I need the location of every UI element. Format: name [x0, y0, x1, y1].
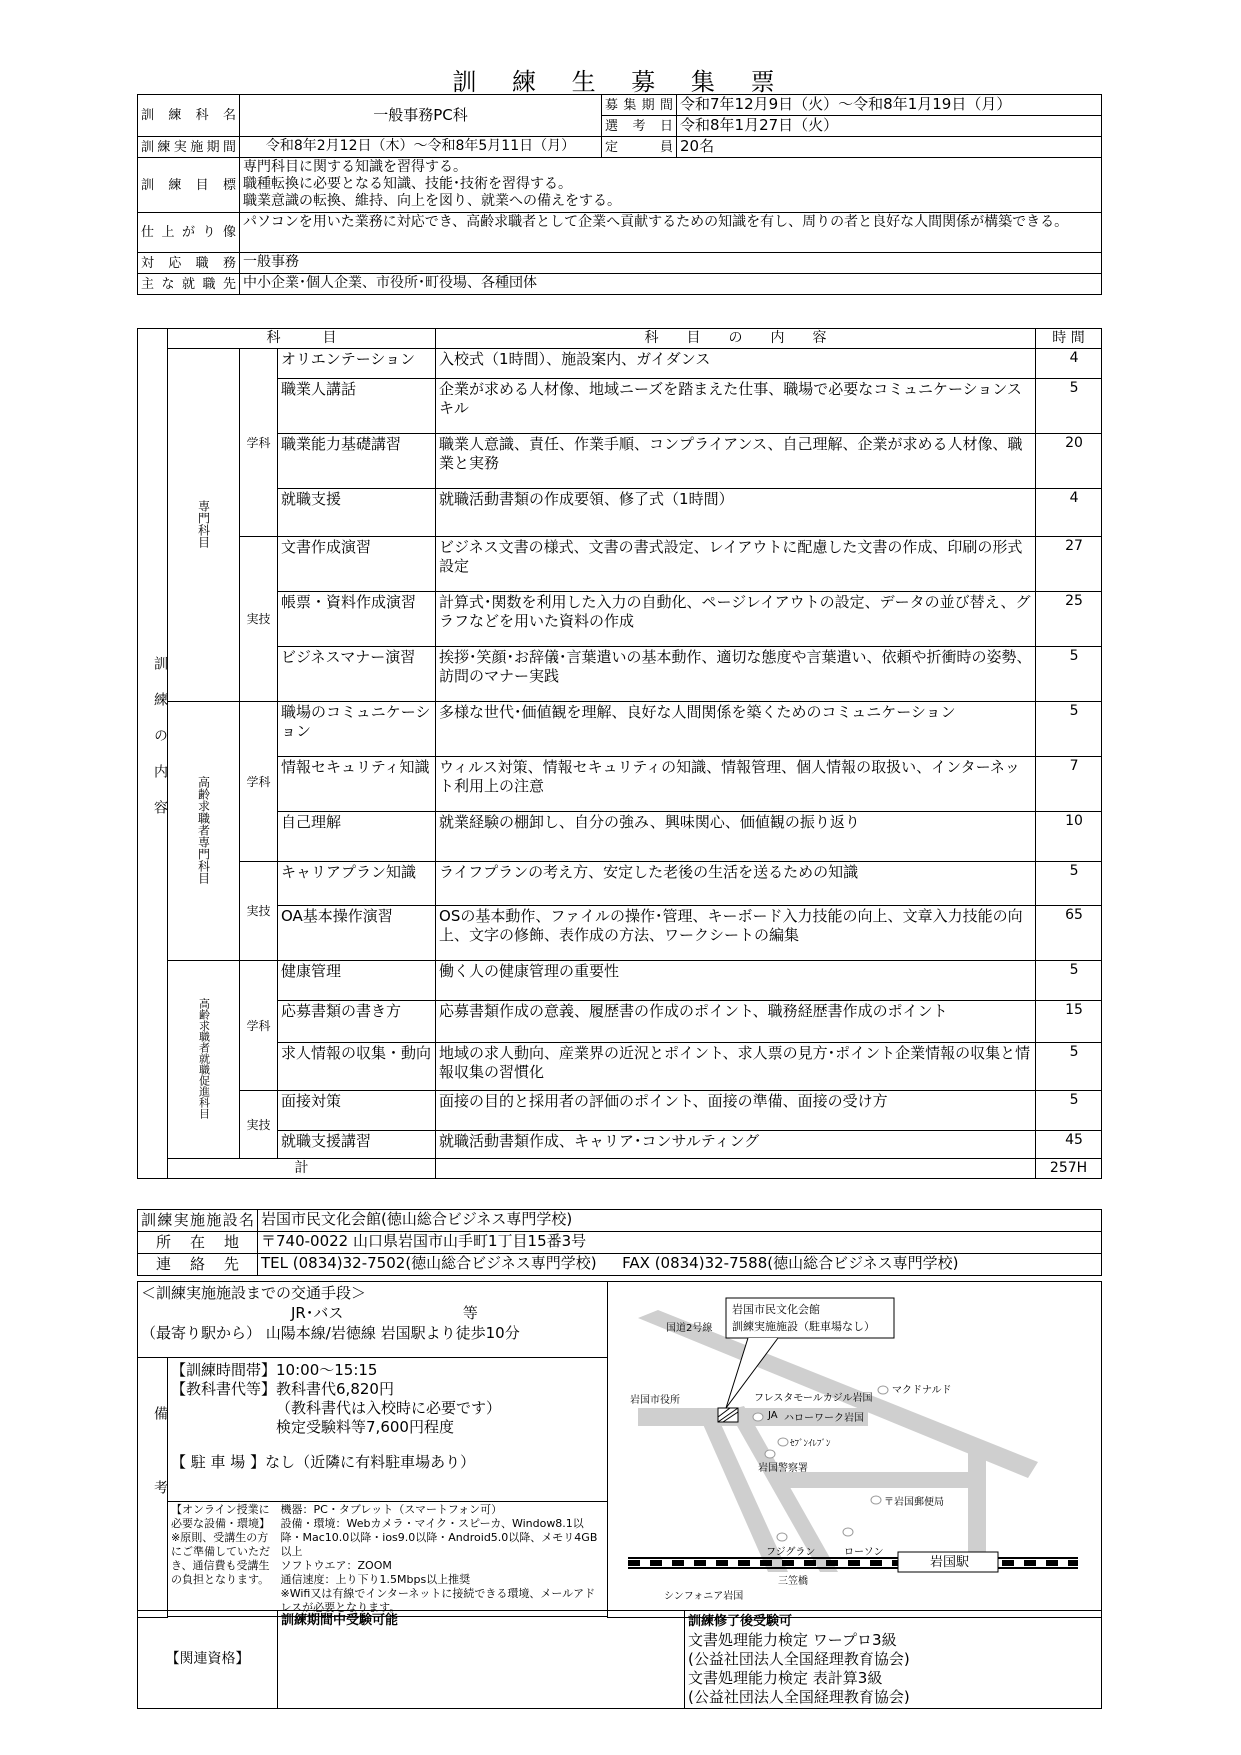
recruit-value: 令和7年12月9日（火）～令和8年1月19日（月）: [677, 95, 1102, 116]
hours: 4: [1036, 349, 1102, 379]
access-from: （最寄り駅から）: [141, 1324, 262, 1342]
goal-line: 職種転換に必要となる知識、技能･技術を習得する。: [243, 176, 572, 192]
total-label: 計: [168, 1159, 436, 1179]
facility-table: [137, 1209, 1102, 1276]
content: 入校式（1時間）、施設案内、ガイダンス: [436, 349, 1036, 379]
content: 働く人の健康管理の重要性: [436, 961, 1036, 1001]
hours: 5: [1036, 379, 1102, 434]
address-value: 〒740-0022 山口県岩国市山手町1丁目15番3号: [258, 1232, 1102, 1254]
period-value: 令和8年2月12日（木）～令和8年5月11日（月）: [240, 137, 602, 158]
goal-value: [240, 158, 1102, 213]
subject: 面接対策: [278, 1091, 436, 1131]
tel-value: TEL (0834)32-7502(徳山総合ビジネス専門学校): [261, 1254, 597, 1272]
recruit-label: 募集期間: [602, 95, 677, 116]
online-line: 設備・環境：Webカメラ・マイク・スピーカ、Window8.1以降・Mac10.0以降・ios9.0以降・Android5.0以降、メモリ4GB以上: [280, 1517, 598, 1558]
content: ビジネス文書の様式、文書の書式設定、レイアウトに配慮した文書の作成、印刷の形式設定: [436, 537, 1036, 592]
content: 職業人意識、責任、作業手順、コンプライアンス、自己理解、企業が求める人材像、職業と実務: [436, 434, 1036, 489]
hours: 45: [1036, 1131, 1102, 1159]
hours: 20: [1036, 434, 1102, 489]
online-line: ソフトウエア：ZOOM: [280, 1559, 392, 1572]
map-symphonia: シンフォニア岩国: [664, 1591, 744, 1602]
total-blank: [436, 1159, 1036, 1179]
subject: 情報セキュリティ知識: [278, 757, 436, 812]
col-hours: 時 間: [1036, 329, 1102, 349]
job-label: 対 応 職 務: [138, 253, 240, 274]
subject: オリエンテーション: [278, 349, 436, 379]
qual-after-line: (公益社団法人全国経理教育協会): [688, 1688, 910, 1706]
access-etc: 等: [462, 1304, 478, 1322]
content: 挨拶･笑顔･お辞儀･言葉遣いの基本動作、適切な態度や言葉遣い、依頼や折衝時の姿勢、訪問のマナー実践: [436, 647, 1036, 702]
notes-side-label: 備考: [138, 1358, 168, 1618]
hours: 10: [1036, 812, 1102, 862]
map-callout-1: 岩国市民文化会館: [732, 1303, 821, 1316]
subject: ビジネスマナー演習: [278, 647, 436, 702]
content: 就職活動書類作成、キャリア･コンサルティング: [436, 1131, 1036, 1159]
content: ウィルス対策、情報セキュリティの知識、情報管理、個人情報の取扱い、インターネット利用上の注意: [436, 757, 1036, 812]
subject: 職場のコミュニケーション: [278, 702, 436, 757]
content: 応募書類作成の意義、履歴書の作成のポイント、職務経歴書作成のポイント: [436, 1001, 1036, 1043]
access-mode: JR･バス: [291, 1304, 344, 1322]
subject: 就職支援: [278, 489, 436, 537]
type-label: 学科: [240, 961, 278, 1091]
qual-after-line: 文書処理能力検定 表計算3級: [688, 1669, 883, 1687]
subject: 文書作成演習: [278, 537, 436, 592]
hours: 25: [1036, 592, 1102, 647]
qual-after: [685, 1611, 1102, 1709]
online-line: ※Wifi又は有線でインターネットに接続できる環境、メールアドレスが必要となります。: [280, 1587, 596, 1614]
hours: 15: [1036, 1001, 1102, 1043]
finish-label: 仕 上 が り 像: [138, 213, 240, 253]
subject: 職業能力基礎講習: [278, 434, 436, 489]
map-callout-2: 訓練実施施設（駐車場なし）: [732, 1320, 876, 1333]
job-value: 一般事務: [240, 253, 1102, 274]
map-fresta: フレスタモールカジル岩国: [754, 1393, 873, 1404]
period-label: 訓練実施期間: [138, 137, 240, 158]
contact-label: 連 絡 先: [138, 1254, 258, 1276]
map-city-hall: 岩国市役所: [630, 1395, 681, 1406]
qual-after-label: 訓練修了後受験可: [688, 1614, 793, 1629]
map-fuji: フジグラン: [766, 1547, 816, 1558]
content: ライフプランの考え方、安定した老後の生活を送るための知識: [436, 862, 1036, 906]
subject: 健康管理: [278, 961, 436, 1001]
map-police: 岩国警察署: [758, 1463, 809, 1474]
map-post: 〒岩国郵便局: [884, 1497, 945, 1508]
facility-name-label: 訓練実施施設名: [138, 1210, 258, 1232]
col-content: 科 目 の 内 容: [436, 329, 1036, 349]
type-label: 実技: [240, 537, 278, 702]
online-line: 通信速度：上り下り1.5Mbps以上推奨: [280, 1573, 471, 1586]
books-line: （教科書代は入校時に必要です）: [276, 1399, 502, 1417]
total-value: 257H: [1036, 1159, 1102, 1179]
hours-label: 【訓練時間帯】: [171, 1361, 277, 1379]
course-label: 訓 練 科 名: [138, 95, 240, 137]
map-lawson: ローソン: [844, 1547, 884, 1558]
content: 企業が求める人材像、地域ニーズを踏まえた仕事、職場で必要なコミュニケーションスキル: [436, 379, 1036, 434]
qual-during: [278, 1611, 685, 1709]
address-label: 所 在 地: [138, 1232, 258, 1254]
subject: キャリアプラン知識: [278, 862, 436, 906]
subject: 求人情報の収集・動向: [278, 1043, 436, 1091]
access-heading: ＜訓練実施施設までの交通手段＞: [141, 1284, 367, 1302]
qual-label: 【関連資格】: [138, 1611, 278, 1709]
select-label: 選 考 日: [602, 116, 677, 137]
group-3-label: 高齢求職者就職促進科目: [168, 961, 240, 1159]
content: 地域の求人動向、産業界の近況とポイント、求人票の見方･ポイント企業情報の収集と情報収集の習慣化: [436, 1043, 1036, 1091]
qual-during-label: 訓練期間中受験可能: [281, 1613, 399, 1628]
qual-after-line: (公益社団法人全国経理教育協会): [688, 1650, 910, 1668]
training-content-label: 訓練の内容: [138, 329, 168, 1179]
fax-value: FAX (0834)32-7588(徳山総合ビジネス専門学校): [622, 1254, 959, 1272]
type-label: 実技: [240, 1091, 278, 1159]
hours: 65: [1036, 906, 1102, 961]
hours: 5: [1036, 1043, 1102, 1091]
select-value: 令和8年1月27日（火）: [677, 116, 1102, 137]
parking-value: なし（近隣に有料駐車場あり）: [265, 1453, 476, 1471]
hours: 27: [1036, 537, 1102, 592]
group-1-label: 専門科目: [168, 349, 240, 702]
type-label: 学科: [240, 349, 278, 537]
online-detail: [278, 1502, 608, 1617]
subject: 職業人講話: [278, 379, 436, 434]
books-label: 【教科書代等】: [171, 1380, 277, 1398]
page-title: 訓 練 生 募 集 票: [452, 68, 789, 96]
books-line: 検定受験料等7,600円程度: [276, 1418, 454, 1436]
content: 計算式･関数を利用した入力の自動化、ページレイアウトの設定、データの並び替え、グラフなどを用いた資料の作成: [436, 592, 1036, 647]
hours: 5: [1036, 702, 1102, 757]
content: 多様な世代･価値観を理解、良好な人間関係を築くためのコミュニケーション: [436, 702, 1036, 757]
subject: 自己理解: [278, 812, 436, 862]
hours: 5: [1036, 647, 1102, 702]
map-ja: JA: [768, 1410, 778, 1421]
map-mikasa: 三笠橋: [778, 1576, 809, 1587]
group-2-label: 高齢求職者専門科目: [168, 702, 240, 961]
hours: 5: [1036, 961, 1102, 1001]
goal-line: 職業意識の転換、維持、向上を図り、就業への備えをする。: [243, 193, 621, 209]
header-table: [137, 94, 1102, 295]
notes-table: [137, 1281, 1102, 1618]
capacity-value: 20名: [677, 137, 1102, 158]
qualifications-table: [137, 1610, 1102, 1709]
subject: OA基本操作演習: [278, 906, 436, 961]
map-hellowork: ハローワーク岩国: [784, 1413, 865, 1424]
finish-value: パソコンを用いた業務に対応でき、高齢求職者として企業へ貢献するための知識を有し、周りの者と良好な人間関係が構築できる。: [240, 213, 1102, 253]
hours: 5: [1036, 862, 1102, 906]
course-name: 一般事務PC科: [240, 95, 602, 137]
goal-label: 訓 練 目 標: [138, 158, 240, 213]
col-subject: 科 目: [168, 329, 436, 349]
employer-value: 中小企業･個人企業、市役所･町役場、各種団体: [240, 274, 1102, 295]
employer-label: 主 な 就 職 先: [138, 274, 240, 295]
map-mcd: マクドナルド: [892, 1385, 952, 1396]
goal-line: 専門科目に関する知識を習得する。: [243, 159, 467, 175]
map-seven: ｾﾌﾞﾝｲﾚﾌﾞﾝ: [790, 1439, 831, 1449]
access-route: 山陽本線/岩徳線 岩国駅より徒歩10分: [265, 1324, 520, 1342]
qual-after-line: 文書処理能力検定 ワープロ3級: [688, 1631, 897, 1649]
books-line: 教科書代6,820円: [276, 1380, 394, 1398]
map-road2: 国道2号線: [666, 1323, 713, 1334]
map-cell: [608, 1282, 1102, 1618]
type-label: 学科: [240, 702, 278, 862]
subject: 応募書類の書き方: [278, 1001, 436, 1043]
type-label: 実技: [240, 862, 278, 961]
content: OSの基本動作、ファイルの操作･管理、キーボード入力技能の向上、文章入力技能の向上、文字の修飾、表作成の方法、ワークシートの編集: [436, 906, 1036, 961]
hours: 5: [1036, 1091, 1102, 1131]
facility-name-value: 岩国市民文化会館(徳山総合ビジネス専門学校): [258, 1210, 1102, 1232]
subject: 就職支援講習: [278, 1131, 436, 1159]
access-block: [138, 1282, 608, 1358]
content: 就職活動書類の作成要領、修了式（1時間）: [436, 489, 1036, 537]
content: 面接の目的と採用者の評価のポイント、面接の準備、面接の受け方: [436, 1091, 1036, 1131]
subject: 帳票・資料作成演習: [278, 592, 436, 647]
hours: 7: [1036, 757, 1102, 812]
parking-label: 【 駐 車 場 】: [171, 1453, 266, 1471]
hours: 4: [1036, 489, 1102, 537]
online-line: 機器：PC・タブレット（スマートフォン可）: [280, 1503, 503, 1516]
contact-value: [258, 1254, 1102, 1276]
capacity-label: 定 員: [602, 137, 677, 158]
notes-main: [168, 1358, 608, 1502]
curriculum-table: [137, 328, 1102, 1179]
online-label: 【オンライン授業に必要な設備・環境】※原則、受講生の方にご準備していただき、通信費も受講生の負担となります。: [168, 1502, 278, 1617]
hours-value: 10:00～15:15: [276, 1361, 378, 1379]
content: 就業経験の棚卸し、自分の強み、興味関心、価値観の振り返り: [436, 812, 1036, 862]
map-station: 岩国駅: [930, 1555, 970, 1570]
